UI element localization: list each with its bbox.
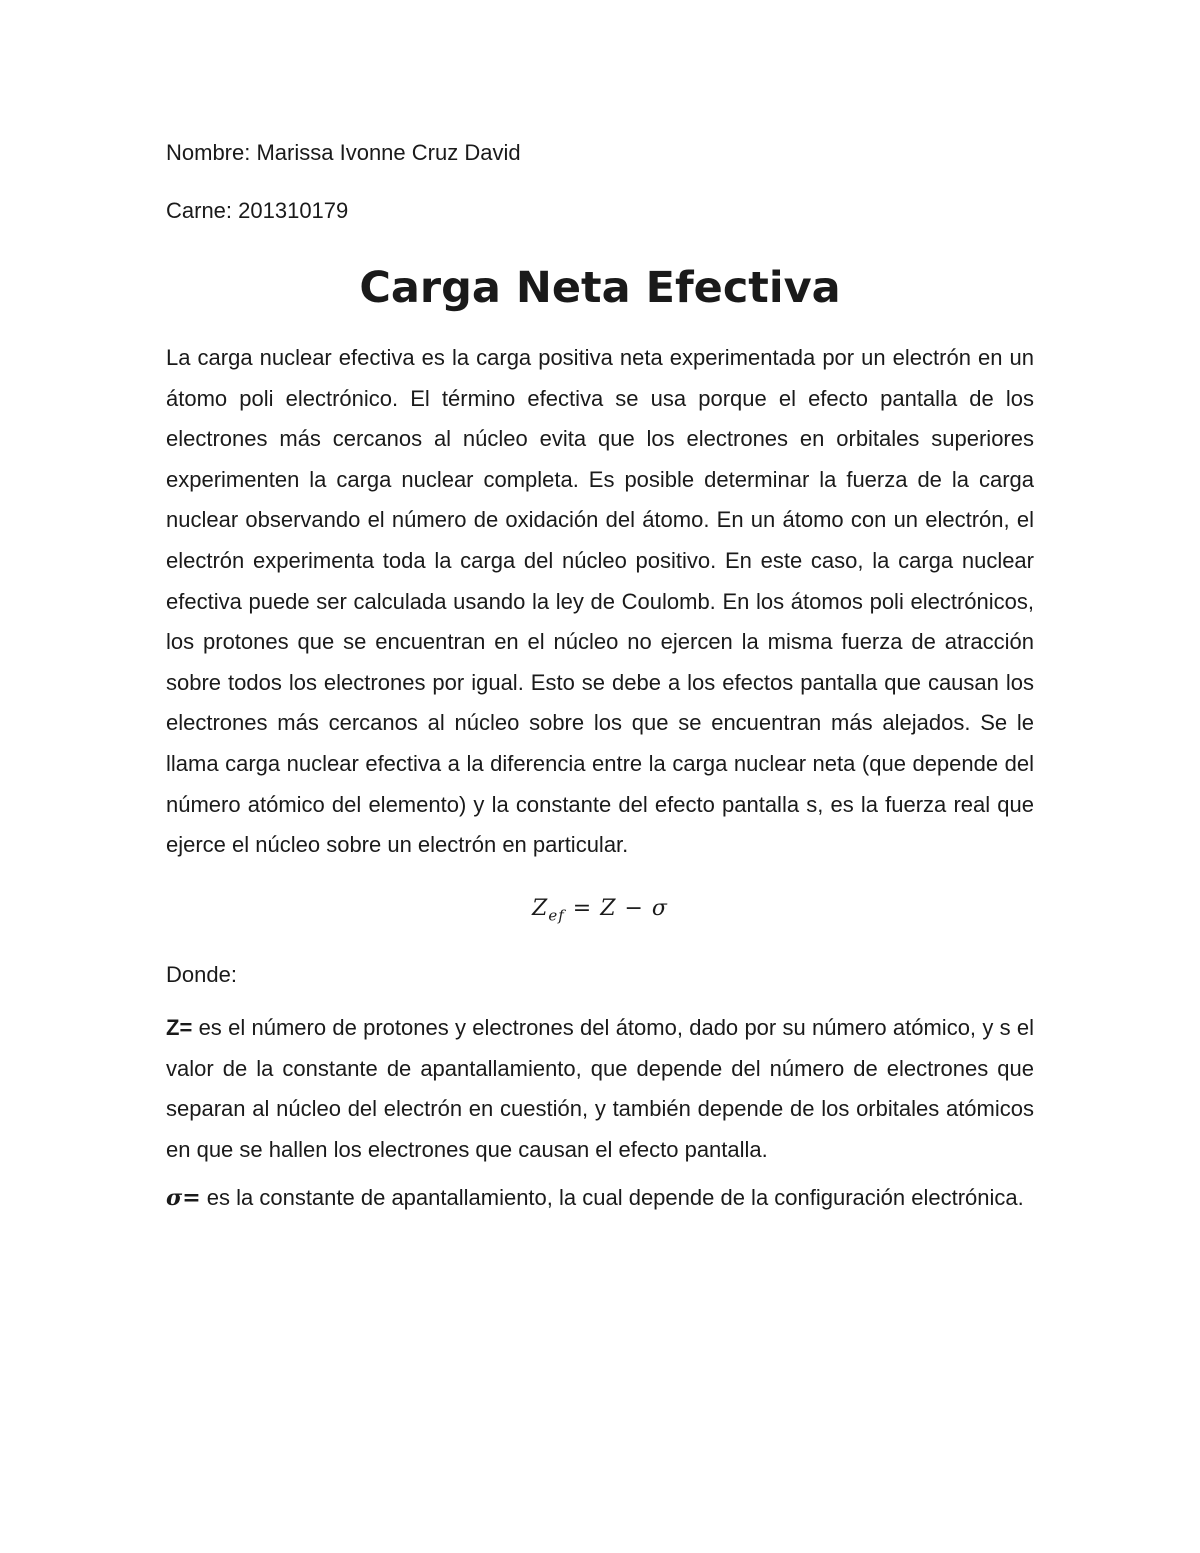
definition-z-label: Z=	[166, 1015, 193, 1041]
formula	[166, 894, 1034, 930]
body-paragraph: La carga nuclear efectiva es la carga positiva neta experimentada por un electrón en un átomo poli electrónico. El término efectiva se usa porque el efecto pantalla de los electrones más cercanos al núcleo evita que los electrones en orbitales superiores experimenten la carga nuclear completa. Es posible determinar la fuerza de la carga nuclear observando el número de oxidación del átomo. En un átomo con un electrón, el electrón experimenta toda la carga del núcleo positivo. En este caso, la carga nuclear efectiva puede ser calculada usando la ley de Coulomb. En los átomos poli electrónicos, los protones que se encuentran en el núcleo no ejercen la misma fuerza de atracción sobre todos los electrones por igual. Esto se debe a los efectos pantalla que causan los electrones más cercanos al núcleo sobre los que se encuentran más alejados. Se le llama carga nuclear efectiva a la diferencia entre la carga nuclear neta (que depende del número atómico del elemento) y la constante del efecto pantalla s, es la fuerza real que ejerce el núcleo sobre un electrón en particular.	[166, 345, 1034, 858]
formula-rhs: = Z − σ	[564, 895, 668, 921]
document-title: Carga Neta Efectiva	[359, 263, 841, 313]
student-carne: Carne: 201310179	[166, 198, 349, 223]
formula-z-base: Z	[532, 895, 549, 921]
definition-z	[166, 1008, 1034, 1170]
formula-z-sub: ef	[548, 906, 565, 925]
definition-sigma-text: es la constante de apantallamiento, la cual depende de la configuración electrónica.	[200, 1185, 1024, 1211]
donde-label: Donde:	[166, 962, 237, 988]
document-page	[166, 138, 1034, 1227]
definition-sigma	[166, 1178, 1034, 1219]
student-name: Nombre: Marissa Ivonne Cruz David	[166, 140, 521, 165]
definition-sigma-label: σ=	[166, 1185, 201, 1212]
definition-z-text: es el número de protones y electrones del átomo, dado por su número atómico, y s el valor de la constante de apantallamiento, que depende del número de electrones que separan al núcleo del electrón en cuestión, y también depende de los orbitales atómicos en que se hallen los electrones que causan el efecto pantalla.	[166, 1015, 1034, 1162]
